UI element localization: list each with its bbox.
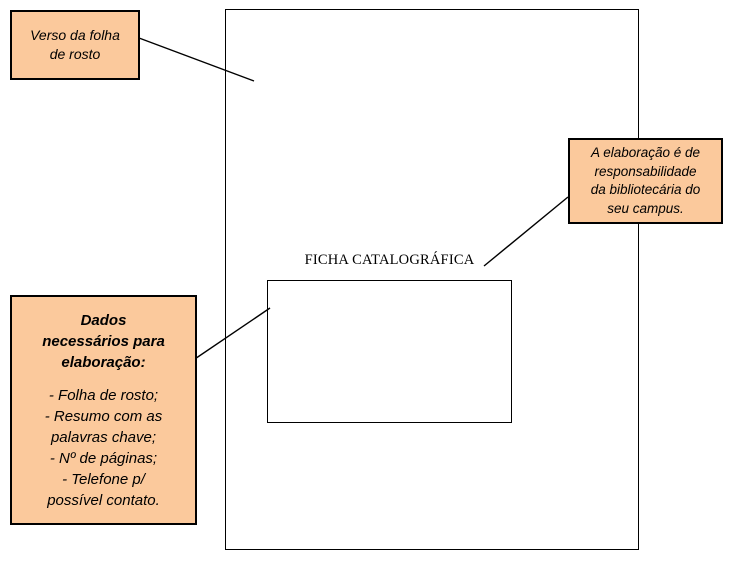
ficha-catalografica-box xyxy=(267,280,512,423)
callout-item-line: - Nº de páginas; xyxy=(49,449,158,467)
callout-text-line: Verso da folha xyxy=(30,27,120,43)
callout-verso-da-folha xyxy=(10,10,140,80)
callout-item-line: possível contato. xyxy=(47,491,160,509)
callout-item-line: palavras chave; xyxy=(50,428,157,446)
callout-header-line: Dados xyxy=(80,311,127,329)
callout-item-line: - Telefone p/ xyxy=(62,470,145,488)
callout-text-line: seu campus. xyxy=(607,200,684,216)
callout-text-line: responsabilidade xyxy=(594,163,697,179)
callout-item-list xyxy=(45,385,163,511)
callout-text-line: da bibliotecária do xyxy=(590,182,701,197)
callout-text-line: de rosto xyxy=(49,46,101,62)
callout-item-line: - Resumo com as xyxy=(44,407,163,425)
callout-responsabilidade-bibliotecaria xyxy=(568,138,723,224)
ficha-catalografica-label: FICHA CATALOGRÁFICA xyxy=(304,252,475,268)
callout-text-line: A elaboração é de xyxy=(590,145,701,160)
callout-header-line: necessários para xyxy=(42,332,165,350)
callout-header xyxy=(42,310,165,373)
callout-item-line: - Folha de rosto; xyxy=(48,386,159,404)
callout-dados-necessarios xyxy=(10,295,197,525)
callout-header-line: elaboração: xyxy=(61,353,146,371)
